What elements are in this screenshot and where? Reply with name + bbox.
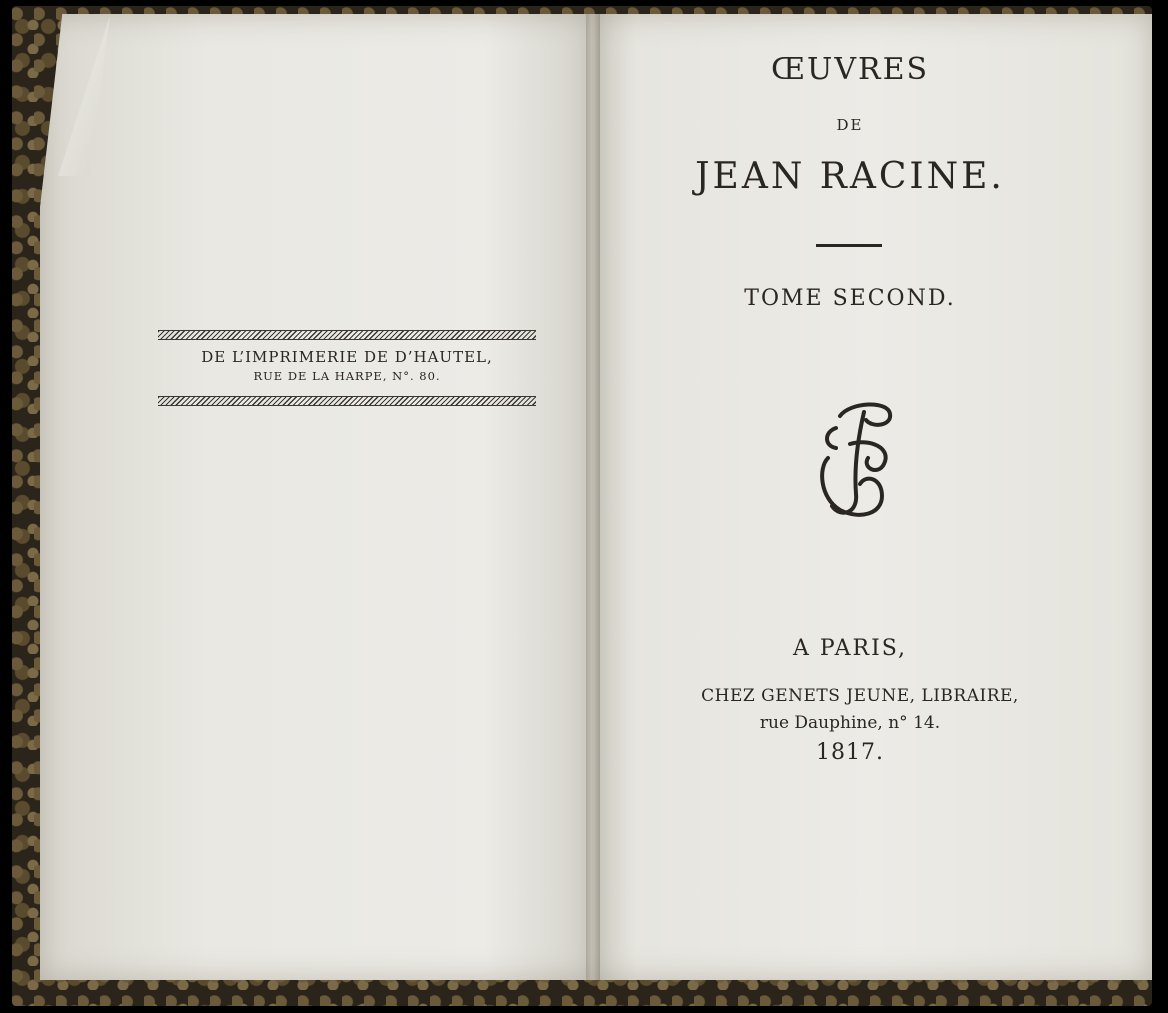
book-gutter xyxy=(586,14,600,980)
left-page xyxy=(40,14,596,980)
imprint-line-2: RUE DE LA HARPE, N°. 80. xyxy=(253,369,441,383)
title-oeuvres: ŒUVRES xyxy=(770,52,930,87)
title-divider xyxy=(816,244,882,247)
title-author: JEAN RACINE. xyxy=(695,156,1005,197)
place-paris: A PARIS, xyxy=(792,636,908,661)
title-de: DE xyxy=(836,116,864,134)
imprint-line-1: DE L’IMPRIMERIE DE D’HAUTEL, xyxy=(201,348,493,366)
address-line: rue Dauphine, n° 14. xyxy=(759,713,941,733)
publication-year: 1817. xyxy=(816,740,884,765)
monogram-initials-icon xyxy=(810,398,906,520)
imprint-bottom-rule xyxy=(158,396,536,406)
publisher-line: CHEZ GENETS JEUNE, LIBRAIRE, xyxy=(701,686,1019,706)
volume-label: TOME SECOND. xyxy=(744,286,956,311)
imprint-top-rule xyxy=(158,330,536,340)
